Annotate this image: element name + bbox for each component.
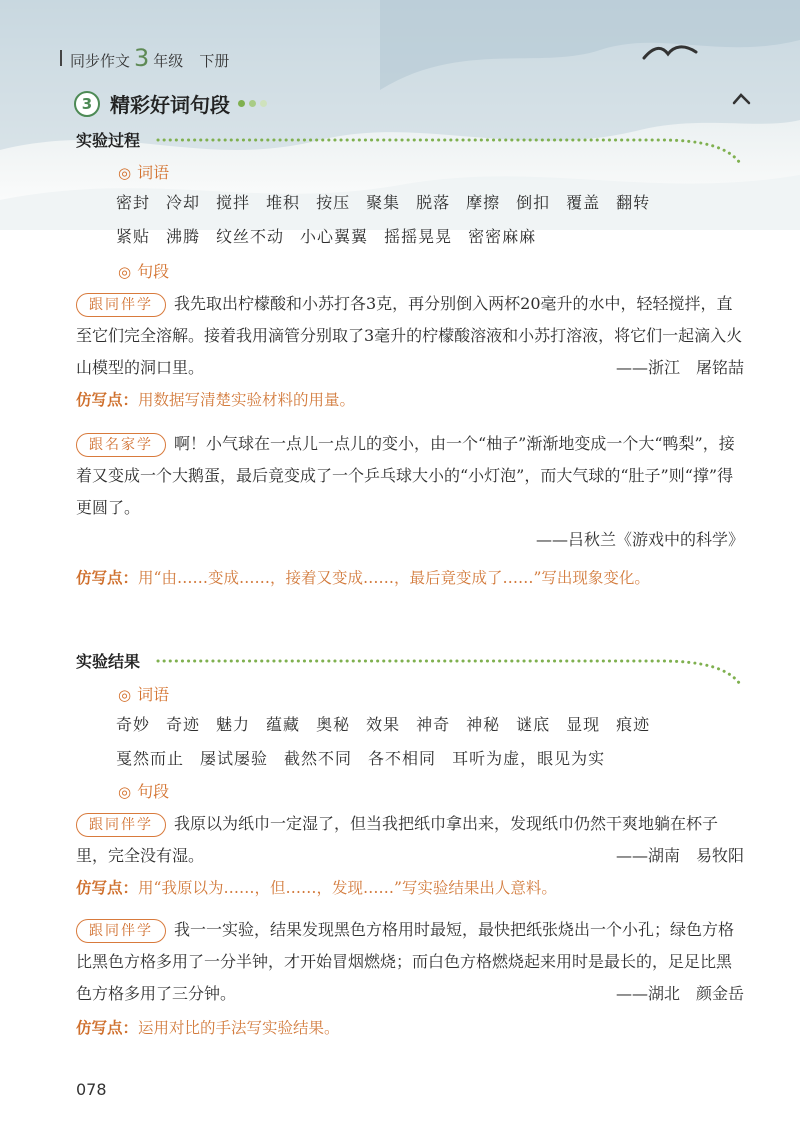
tip-label: 仿写点：: [76, 1019, 139, 1037]
part1-words-row2: [116, 220, 756, 254]
word-item: 痕迹: [616, 715, 651, 734]
part1-paragraph-1: [76, 288, 744, 384]
word-item: 摩擦: [466, 193, 501, 212]
word-item: 小心翼翼: [300, 227, 369, 246]
paragraph-text: 我一一实验，结果发现黑色方格用时最短，最快把纸张烧出一个小孔；绿色方格比黑色方格多用了一分半钟，才开始冒烟燃烧；而白色方格燃烧起来用时是最长的，足足比黑色方格多用了三分钟。: [76, 920, 735, 1003]
part2-words-row2: [116, 742, 756, 776]
part1-tip-1: [76, 384, 744, 416]
word-item: 耳听为虚，眼见为实: [452, 749, 606, 768]
tip-label: 仿写点：: [76, 569, 139, 587]
word-item: 脱落: [416, 193, 451, 212]
section-heading: 精彩好词句段: [110, 93, 230, 117]
part1-words-label: [118, 160, 169, 183]
part2-sentences-label: [118, 779, 169, 802]
tip-label: 仿写点：: [76, 391, 139, 409]
part2-words-label: [118, 682, 169, 705]
book-title: 同步作文: [70, 52, 131, 70]
word-item: 各不相同: [368, 749, 437, 768]
word-item: 翻转: [616, 193, 651, 212]
word-item: 摇摇晃晃: [384, 227, 453, 246]
word-item: 蕴藏: [266, 715, 301, 734]
word-item: 谜底: [516, 715, 551, 734]
word-item: 冷却: [166, 193, 201, 212]
word-item: 按压: [316, 193, 351, 212]
word-item: 覆盖: [566, 193, 601, 212]
tip-text: 用“由……变成……，接着又变成……，最后竟变成了……”写出现象变化。: [138, 569, 650, 587]
circle-bullet-icon: ◎: [118, 686, 132, 704]
word-item: 沸腾: [166, 227, 201, 246]
part2-paragraph-2: [76, 914, 744, 1010]
word-item: 堆积: [266, 193, 301, 212]
circle-bullet-icon: ◎: [118, 263, 132, 281]
part1-heading: 实验过程: [76, 131, 141, 150]
part1-words-label-text: 词语: [137, 163, 170, 182]
word-item: 倒扣: [516, 193, 551, 212]
part2-words-row1: [116, 708, 756, 742]
running-header: [60, 44, 229, 72]
part2-tip-2: [76, 1012, 744, 1044]
word-item: 搅拌: [216, 193, 251, 212]
grade-label: 年级: [153, 52, 184, 70]
word-item: 奇迹: [166, 715, 201, 734]
tip-text: 运用对比的手法写实验结果。: [138, 1019, 340, 1037]
bird-icon: [640, 40, 700, 64]
paragraph-text: 我原以为纸巾一定湿了，但当我把纸巾拿出来，发现纸巾仍然干爽地躺在杯子里，完全没有湿。: [76, 814, 719, 865]
section-number-badge: 3: [74, 91, 100, 117]
word-item: 显现: [566, 715, 601, 734]
page-number: 078: [76, 1080, 107, 1099]
peer-learn-tag: 跟同伴学: [76, 919, 166, 943]
paragraph-author: ——湖北 颜金岳: [615, 984, 744, 1003]
paragraph-text: 啊！小气球在一点儿一点儿的变小，由一个“柚子”渐渐地变成一个大“鸭梨”，接着又变成一个大鹅蛋，最后竟变成了一个乒乓球大小的“小灯泡”，而大气球的“肚子”则“撑”得更圆了。: [76, 434, 735, 517]
part2-heading: 实验结果: [76, 652, 141, 671]
word-item: 神奇: [416, 715, 451, 734]
part2-tip-1: [76, 872, 744, 904]
part1-word-list: [116, 186, 756, 254]
paragraph-author: ——湖南 易牧阳: [615, 846, 744, 865]
peer-learn-tag: 跟同伴学: [76, 813, 166, 837]
circle-bullet-icon: ◎: [118, 783, 132, 801]
paragraph-source: ——吕秋兰《游戏中的科学》: [535, 530, 744, 549]
word-item: 效果: [366, 715, 401, 734]
decorative-dots-icon: [238, 100, 267, 107]
master-learn-tag: 跟名家学: [76, 433, 166, 457]
tip-text: 用“我原以为……，但……，发现……”写实验结果出人意料。: [138, 879, 557, 897]
section-title: [74, 89, 267, 118]
paragraph-author: ——浙江 屠铭喆: [615, 358, 744, 377]
grade-number: 3: [134, 44, 150, 72]
word-item: 紧贴: [116, 227, 151, 246]
part1-sentences-label-text: 句段: [137, 262, 170, 281]
peer-learn-tag: 跟同伴学: [76, 293, 166, 317]
part1-tip-2: [76, 562, 744, 594]
tip-text: 用数据写清楚实验材料的用量。: [138, 391, 356, 409]
part1-paragraph-2: [76, 428, 744, 556]
part1-words-row1: [116, 186, 756, 220]
word-item: 纹丝不动: [216, 227, 285, 246]
word-item: 奥秘: [316, 715, 351, 734]
word-item: 戛然而止: [116, 749, 185, 768]
part2-words-label-text: 词语: [137, 685, 170, 704]
header-divider: [60, 50, 62, 66]
part2-paragraph-1: [76, 808, 744, 872]
word-item: 密封: [116, 193, 151, 212]
bird-small-icon: [732, 92, 752, 106]
word-item: 魅力: [216, 715, 251, 734]
word-item: 截然不同: [284, 749, 353, 768]
word-item: 密密麻麻: [468, 227, 537, 246]
volume-label: 下册: [199, 52, 230, 70]
word-item: 奇妙: [116, 715, 151, 734]
part2-word-list: [116, 708, 756, 776]
part1-sentences-label: [118, 259, 169, 282]
word-item: 神秘: [466, 715, 501, 734]
word-item: 聚集: [366, 193, 401, 212]
tip-label: 仿写点：: [76, 879, 139, 897]
circle-bullet-icon: ◎: [118, 164, 132, 182]
word-item: 屡试屡验: [200, 749, 269, 768]
paragraph-text: 我先取出柠檬酸和小苏打各3克，再分别倒入两杯20毫升的水中，轻轻搅拌，直至它们完全溶解。接着我用滴管分别取了3毫升的柠檬酸溶液和小苏打溶液，将它们一起滴入火山模型的洞口里。: [76, 294, 743, 377]
part2-sentences-label-text: 句段: [137, 782, 170, 801]
